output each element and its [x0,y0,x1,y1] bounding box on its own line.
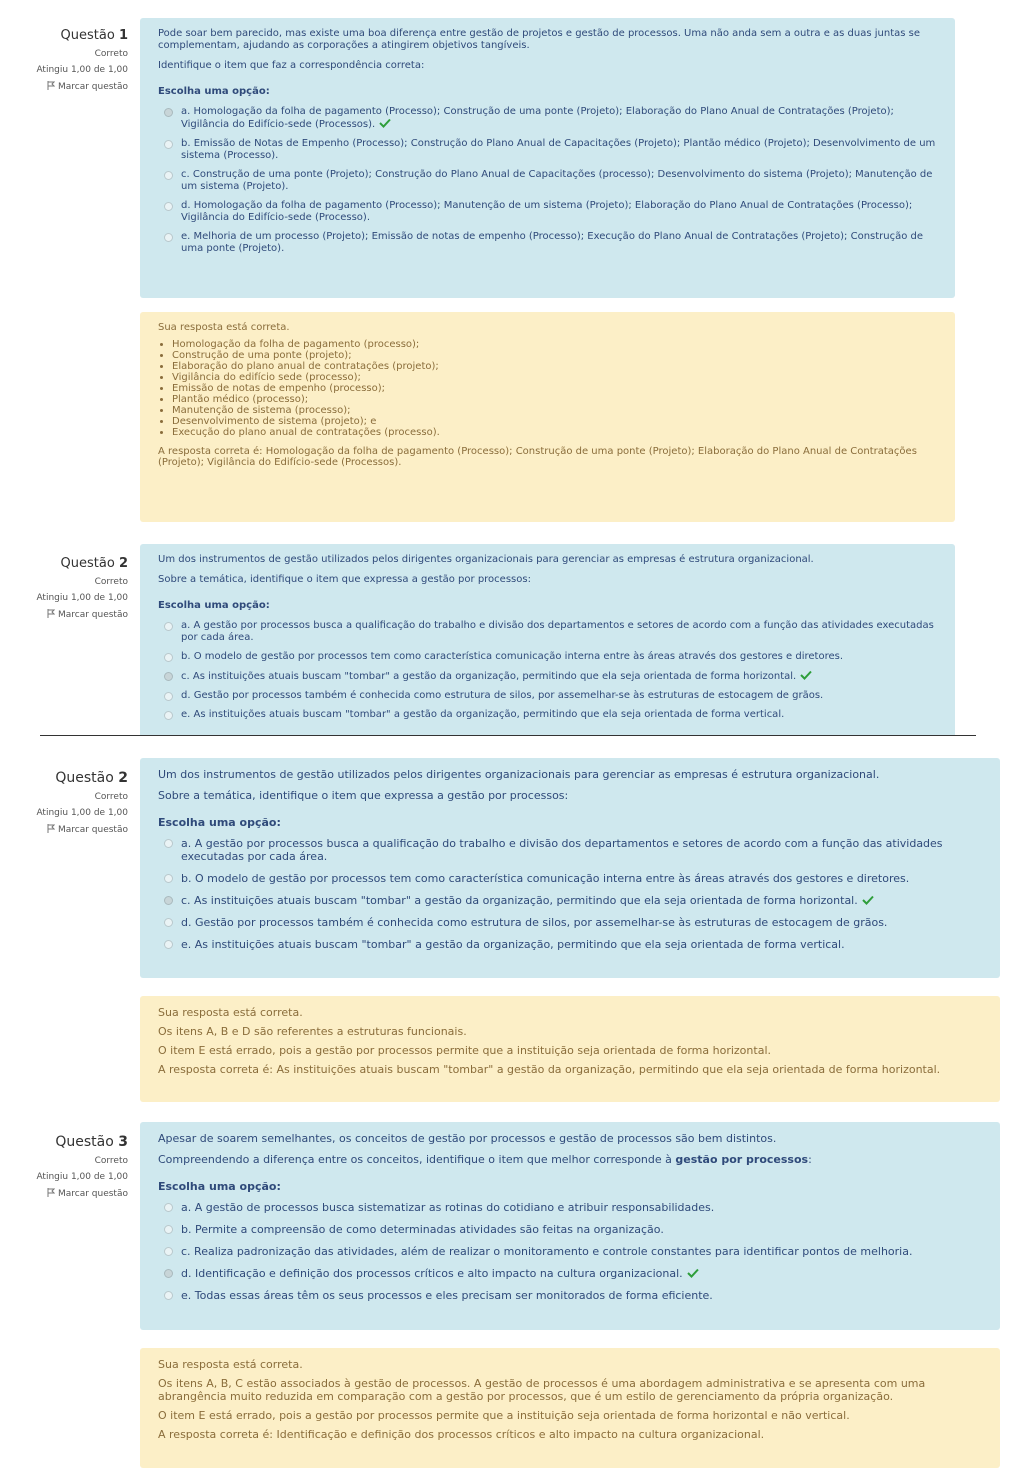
question-text-p1: Apesar de soarem semelhantes, os conceitos de gestão por processos e gestão de processos são bem distintos. [158,1132,777,1145]
radio-button[interactable] [164,1291,173,1300]
feedback-list [158,339,937,438]
correct-check-icon [379,118,391,128]
answer-option-b[interactable]: b. O modelo de gestão por processos tem como característica comunicação interna entre às áreas através dos gestores e diretores. [158,872,982,885]
answer-option-d[interactable]: d. Identificação e definição dos processos críticos e alto impacto na cultura organizacional. [158,1267,982,1280]
flag-icon [47,81,55,90]
question-state: Correto [94,577,128,587]
radio-button[interactable] [164,653,173,662]
question-text-p2: Identifique o item que faz a correspondência correta: [158,60,425,71]
answer-option-c[interactable]: c. As instituições atuais buscam "tombar" a gestão da organização, permitindo que ela seja orientada de forma horizontal. [158,670,937,683]
answer-option-b[interactable]: b. O modelo de gestão por processos tem como característica comunicação interna entre às áreas através dos gestores e diretores. [158,651,937,663]
choose-option-prompt: Escolha uma opção: [158,1180,281,1193]
answer-feedback [140,1348,1000,1468]
correct-check-icon [687,1268,699,1278]
correct-check-icon [800,670,812,680]
question-info [0,28,128,92]
question-info [0,770,128,835]
radio-button[interactable] [164,711,173,720]
correct-answer-text: A resposta correta é: Identificação e definição dos processos críticos e alto impacto na cultura organizacional. [158,1428,765,1441]
question-text-p2: Sobre a temática, identifique o item que expressa a gestão por processos: [158,574,531,585]
list-item: • Construção de uma ponte (projeto); [172,350,937,361]
question-text-p1: Pode soar bem parecido, mas existe uma boa diferença entre gestão de projetos e gestão de processos. Uma não anda sem a outra e as duas juntas se complementam, ajudando as corporações a atingirem objetivos tangíveis. [158,28,920,51]
question-formulation [140,544,955,735]
answer-option-a[interactable]: a. A gestão por processos busca a qualificação do trabalho e divisão dos departamentos e setores de acordo com a função das atividades executadas por cada área. [158,620,937,644]
choose-option-prompt: Escolha uma opção: [158,600,270,611]
answer-option-e[interactable]: e. As instituições atuais buscam "tombar" a gestão da organização, permitindo que ela seja orientada de forma vertical. [158,709,937,721]
question-text-p1: Um dos instrumentos de gestão utilizados pelos dirigentes organizacionais para gerenciar as empresas é estrutura organizacional. [158,554,814,565]
question-formulation [140,758,1000,978]
screenshot-divider [40,735,976,736]
answer-option-e[interactable]: e. Todas essas áreas têm os seus processos e eles precisam ser monitorados de forma eficiente. [158,1289,982,1302]
question-state: Correto [94,792,128,802]
radio-button[interactable] [164,171,173,180]
answer-option-e[interactable]: e. Melhoria de um processo (Projeto); Emissão de notas de empenho (Processo); Execução do Plano Anual de Contratações (Projeto); Construção de uma ponte (Projeto). [158,231,937,255]
radio-button[interactable] [164,672,173,681]
radio-button[interactable] [164,839,173,848]
flag-question-link[interactable]: Marcar questão [0,609,128,620]
answer-option-c[interactable]: c. Realiza padronização das atividades, além de realizar o monitoramento e controle constantes para identificar pontos de melhoria. [158,1245,982,1258]
feedback-text: O item E está errado, pois a gestão por processos permite que a instituição seja orientada de forma horizontal. [158,1044,771,1057]
radio-button[interactable] [164,896,173,905]
list-item: • Desenvolvimento de sistema (projeto); e [172,416,937,427]
question-text [158,554,937,586]
flag-question-link[interactable]: Marcar questão [0,824,128,835]
answer-option-c[interactable]: c. Construção de uma ponte (Projeto); Construção do Plano Anual de Capacitações (processo); Desenvolvimento do sistema (Projeto); Manutenção de um sistema (Projeto). [158,169,937,193]
list-item: • Manutenção de sistema (processo); [172,405,937,416]
feedback-text: Os itens A, B, C estão associados à gestão de processos. A gestão de processos é uma abordagem administrativa e se apresenta com uma abrangência muito reduzida em comparação com a gestão por processos, que é um estilo de gerenciamento da própria organização. [158,1377,926,1403]
answer-feedback [140,312,955,522]
list-item: • Emissão de notas de empenho (processo); [172,383,937,394]
list-item: • Vigilância do edifício sede (processo); [172,372,937,383]
list-item: • Homologação da folha de pagamento (processo); [172,339,937,350]
question-info [0,556,128,620]
feedback-text: Os itens A, B e D são referentes a estruturas funcionais. [158,1025,467,1038]
radio-button[interactable] [164,202,173,211]
list-item: • Execução do plano anual de contratações (processo). [172,427,937,438]
answer-option-b[interactable]: b. Permite a compreensão de como determinadas atividades são feitas na organização. [158,1223,982,1236]
flag-question-link[interactable]: Marcar questão [0,1188,128,1199]
question-number: Questão 1 [60,28,128,43]
question-number: Questão 2 [60,556,128,571]
feedback-text: O item E está errado, pois a gestão por processos permite que a instituição seja orientada de forma horizontal e não vertical. [158,1409,850,1422]
correct-answer-text: A resposta correta é: Homologação da folha de pagamento (Processo); Construção de uma ponte (Projeto); Elaboração do Plano Anual de Contratações (Projeto); Vigilância do Edifício-sede (Processos). [158,446,917,468]
question-formulation [140,18,955,298]
radio-button[interactable] [164,1203,173,1212]
radio-button[interactable] [164,1269,173,1278]
question-grade: Atingiu 1,00 de 1,00 [36,808,128,818]
radio-button[interactable] [164,108,173,117]
answer-option-d[interactable]: d. Gestão por processos também é conhecida como estrutura de silos, por assemelhar-se às estruturas de estocagem de grãos. [158,916,982,929]
flag-icon [47,824,55,833]
question-number: Questão 3 [55,1134,128,1150]
answer-feedback [140,996,1000,1102]
radio-button[interactable] [164,140,173,149]
question-text-p2: Sobre a temática, identifique o item que expressa a gestão por processos: [158,789,569,802]
answer-option-b[interactable]: b. Emissão de Notas de Empenho (Processo); Construção do Plano Anual de Capacitações (Projeto); Plantão médico (Projeto); Desenvolvimento de um sistema (Processo). [158,138,937,162]
flag-question-link[interactable]: Marcar questão [0,81,128,92]
question-state: Correto [94,1156,128,1166]
question-number: Questão 2 [55,770,128,786]
radio-button[interactable] [164,233,173,242]
radio-button[interactable] [164,874,173,883]
radio-button[interactable] [164,1247,173,1256]
question-info [0,1134,128,1199]
correct-check-icon [862,895,874,905]
radio-button[interactable] [164,918,173,927]
flag-icon [47,609,55,618]
answer-option-a[interactable]: a. Homologação da folha de pagamento (Processo); Construção de uma ponte (Projeto); Elaboração do Plano Anual de Contratações (Projeto); Vigilância do Edifício-sede (Processos). [158,106,937,131]
question-text-p2: Compreendendo a diferença entre os conceitos, identifique o item que melhor corresponde à gestão por processos: [158,1153,812,1166]
question-grade: Atingiu 1,00 de 1,00 [36,65,128,75]
screenshot-bottom [0,752,1012,1482]
answer-option-d[interactable]: d. Homologação da folha de pagamento (Processo); Manutenção de um sistema (Projeto); Elaboração do Plano Anual de Contratações (Processo); Vigilância do Edifício-sede (Processo). [158,200,937,224]
answer-option-a[interactable]: a. A gestão por processos busca a qualificação do trabalho e divisão dos departamentos e setores de acordo com a função das atividades executadas por cada área. [158,837,982,863]
question-grade: Atingiu 1,00 de 1,00 [36,593,128,603]
choose-option-prompt: Escolha uma opção: [158,86,270,97]
list-item: • Elaboração do plano anual de contratações (projeto); [172,361,937,372]
question-state: Correto [94,49,128,59]
feedback-title: Sua resposta está correta. [158,1358,303,1371]
flag-icon [47,1188,55,1197]
feedback-title: Sua resposta está correta. [158,322,290,333]
radio-button[interactable] [164,692,173,701]
screenshot-top [0,0,1012,735]
question-text-p1: Um dos instrumentos de gestão utilizados pelos dirigentes organizacionais para gerenciar as empresas é estrutura organizacional. [158,768,880,781]
question-text [158,1132,982,1166]
correct-answer-text: A resposta correta é: As instituições atuais buscam "tombar" a gestão da organização, permitindo que ela seja orientada de forma horizontal. [158,1063,941,1076]
answer-option-a[interactable]: a. A gestão de processos busca sistematizar as rotinas do cotidiano e atribuir responsabilidades. [158,1201,982,1214]
question-formulation [140,1122,1000,1330]
answer-option-c[interactable]: c. As instituições atuais buscam "tombar" a gestão da organização, permitindo que ela seja orientada de forma horizontal. [158,894,982,907]
question-grade: Atingiu 1,00 de 1,00 [36,1172,128,1182]
answer-option-d[interactable]: d. Gestão por processos também é conhecida como estrutura de silos, por assemelhar-se às estruturas de estocagem de grãos. [158,690,937,702]
radio-button[interactable] [164,940,173,949]
radio-button[interactable] [164,1225,173,1234]
radio-button[interactable] [164,622,173,631]
question-text [158,28,937,72]
choose-option-prompt: Escolha uma opção: [158,816,281,829]
question-text [158,768,982,802]
feedback-title: Sua resposta está correta. [158,1006,303,1019]
answer-option-e[interactable]: e. As instituições atuais buscam "tombar" a gestão da organização, permitindo que ela seja orientada de forma vertical. [158,938,982,951]
list-item: • Plantão médico (processo); [172,394,937,405]
